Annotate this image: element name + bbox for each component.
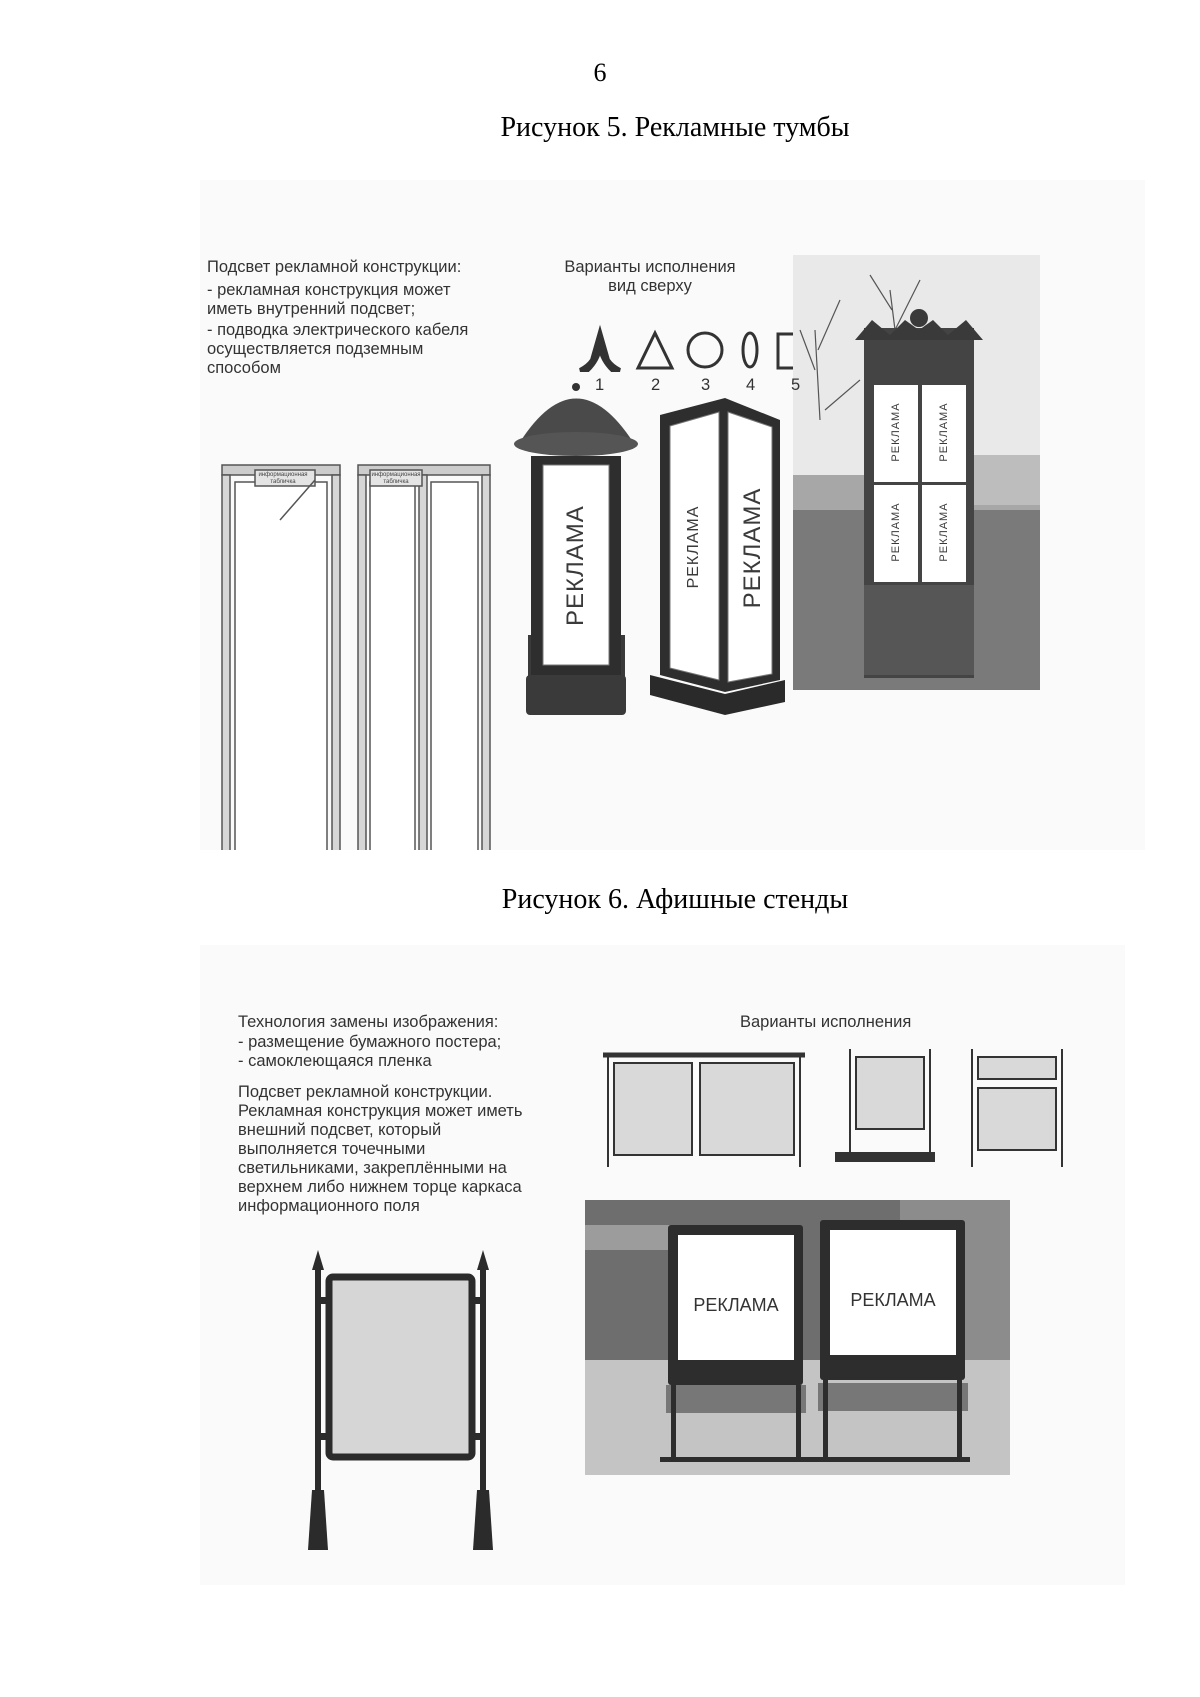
shape-number: 3 [701,376,711,394]
lighting6-line: Подсвет рекламной конструкции. [238,1083,493,1101]
lighting6-line: Рекламная конструкция может иметь [238,1102,523,1120]
ad-label-stand-left: РЕКЛАМА [693,1295,779,1315]
lighting6-line: информационного поля [238,1197,420,1215]
ad-label-photo: РЕКЛАМА [938,402,950,462]
stand-variant-single [836,1049,934,1161]
figure5-caption: Рисунок 5. Рекламные тумбы [500,112,850,143]
stand-drawing-large [308,1250,493,1550]
shape-number: 5 [791,376,801,394]
variants-heading-line2: вид сверху [608,277,692,295]
technology-line: - самоклеющаяся пленка [238,1052,432,1070]
ad-label-stand-right: РЕКЛАМА [850,1290,936,1310]
lighting6-line: выполняется точечными [238,1140,426,1158]
figure6-panel [200,945,1125,1585]
shape-number: 1 [595,376,605,394]
shape-number: 2 [651,376,661,394]
shape-triangle-icon [638,333,672,368]
stand-variant-two-tier [972,1049,1062,1167]
lighting6-line: светильниками, закреплёнными на [238,1159,507,1177]
lighting6-line: внешний подсвет, который [238,1121,442,1139]
kiosk-drawing-2 [354,465,494,850]
info-plate-label: информационная табличка [258,472,308,485]
ad-label-column: РЕКЛАМА [562,505,589,626]
lighting-heading: Подсвет рекламной конструкции: [207,258,462,276]
ad-label-triangle-right: РЕКЛАМА [739,487,766,609]
page-number: 6 [593,58,607,87]
technology-heading: Технология замены изображения: [238,1013,499,1031]
ad-label-photo: РЕКЛАМА [890,502,902,562]
column-photo [793,255,1040,690]
lighting-line: - подводка электрического кабеля [207,321,469,339]
shape-tri-star-icon [580,332,620,370]
variants-heading-line1: Варианты исполнения [564,258,736,276]
shape-circle-icon [688,333,722,367]
ad-label-photo: РЕКЛАМА [938,502,950,562]
technology-line: - размещение бумажного постера; [238,1033,502,1051]
lighting-line: осуществляется подземным [207,340,424,358]
ad-label-photo: РЕКЛАМА [890,402,902,462]
stand-variant-wide [603,1055,805,1167]
info-plate-label: информационная табличка [371,472,421,485]
lighting-line: иметь внутренний подсвет; [207,300,416,318]
variants6-heading: Варианты исполнения [740,1013,912,1031]
lighting-line: - рекламная конструкция может [207,281,451,299]
ad-label-triangle-left: РЕКЛАМА [685,505,702,589]
lighting-line: способом [207,359,281,377]
figure6-caption: Рисунок 6. Афишные стенды [501,884,849,915]
shape-number: 4 [746,376,756,394]
stand-photo [585,1200,1010,1475]
lighting6-line: верхнем либо нижнем торце каркаса [238,1178,522,1196]
figure5-panel [200,180,1145,850]
kiosk-drawing-1 [218,465,344,850]
shape-lens-icon [743,333,757,367]
